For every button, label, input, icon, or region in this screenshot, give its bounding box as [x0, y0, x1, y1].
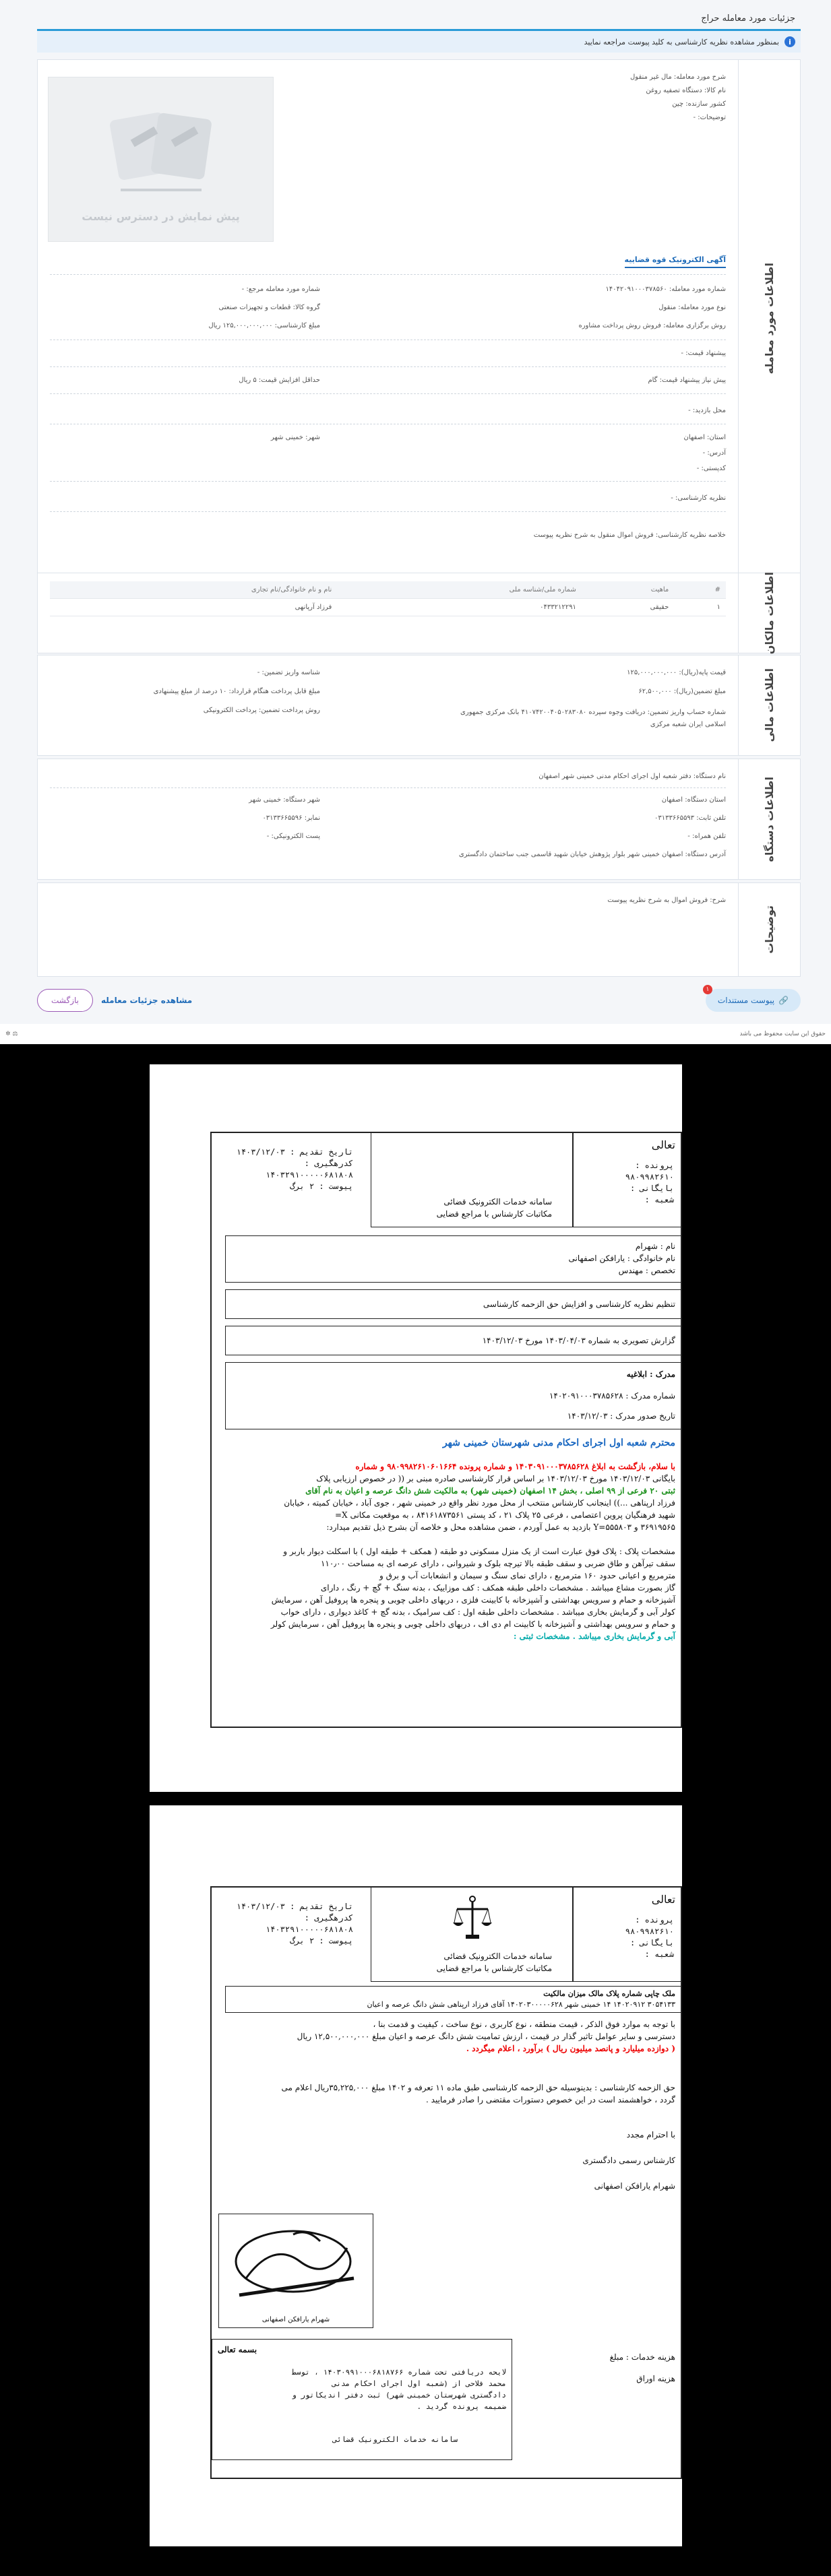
doc1-recipient: محترم شعبه اول اجرای احکام مدنی شهرستان خمینی شهر: [442, 1438, 675, 1448]
fin-guarantee-note: مبلغ قابل پرداخت هنگام قرارداد: ۱۰ درصد از مبلغ پیشنهادی: [153, 688, 320, 695]
desc-section-title: توضیحات: [738, 883, 800, 976]
office-section-title: اطلاعات دستگاه: [738, 759, 800, 879]
gavel-icon: [94, 96, 228, 203]
office-phone: تلفن ثابت: ۰۳۱۳۳۶۶۵۵۹۳: [654, 814, 726, 822]
financial-section-title: اطلاعات مالی: [738, 655, 800, 755]
fin-account: شماره حساب واریز تضمین: دریافت وجوه سپرده ۴۱۰۷۴۲۰۰۴۰۵۰۲۸۳۰۸۰ بانک مرکزی جمهوری اسلامی ایران شعبه مرکزی: [460, 709, 726, 728]
doc1-center-header: سامانه خدمات الکترونیک قضائی مکاتبات کارشناس با مراجع قضایی: [371, 1133, 573, 1227]
item-code: شماره مورد معامله: ۱۴۰۴۲۰۹۱۰۰۰۳۷۸۵۶۰: [605, 286, 726, 293]
scales-emblem-icon: [449, 1894, 496, 1941]
table-row: ۱ حقیقی ۰۴۳۳۲۱۲۲۹۱ فرزاد آرپانهی: [50, 599, 726, 616]
doc2-bottom-box: بسمه تعالی لایحه دریافتی تحت شماره ۱۴۰۳۰۹۹۱۰۰۰۶۸۱۸۷۶۶ ، توسط محمد فلاحی از (شعبه اول اجرای احکام مدنی دادگستری شهرستان خمینی شهر) ثبت دفتر اندیکاتور و ضمیمه پرونده گردید . سامانه خدمات الکترونیک قضائی: [212, 2339, 512, 2460]
doc-page-2: [150, 1805, 682, 2546]
item-offer: پیشنهاد قیمت: -: [681, 350, 726, 357]
financial-section: [37, 655, 801, 756]
item-group: گروه کالا: قطعات و تجهیزات صنعتی: [218, 304, 320, 311]
item-ref: شماره مورد معامله مرجع: -: [241, 286, 320, 293]
owners-section: [37, 573, 801, 653]
signature-box: شهرام یارافکن اصفهانی: [218, 2214, 373, 2328]
doc1-right-header: تعالی پرونده : ۹۸۰۹۹۸۲۶۱۰ بایگانی : شعبه :: [573, 1133, 681, 1227]
site-footer: [0, 1024, 831, 1044]
notice-bar: [37, 31, 801, 53]
doc-letter-2: تعالی پرونده : ۹۸۰۹۹۸۲۶۱۰ بایگانی : شعبه : سامانه خدمات الکترونیک قضائی مکاتبات کارشناس با مراجع قضایی تاریخ تقدیم : ۱۴۰۳/۱۲/۰۳ کدرهگیری : ۱۴۰۳۲۹۱۰۰۰۰۰۶۸۱۸۰۸ پیوست : ۲ برگ ملک چاپی شماره پلاک مالک میزان مالکیت ۳۰۵۴۱۳۳ ۱۴۰۲۰۹۱۲ ۱۴ خمینی شهر ۱۴۰۲۰۳۰۰۰۰۰۶۲۸ آقای فرزاد ارپناهی شش دانگ عرصه و اعیان با توجه به موارد فوق الذکر ، قیمت منطقه ، نوع کاربری ، نوع ساخت ، کیفیت و قدمت بنا ، دسترسی و سایر عوامل تاثیر گذار در قیمت ، ارزش تمامیت شش دانگ عرصه و اعیان مبلغ ۱۲,۵۰۰,۰۰۰,۰۰۰ ریال ( دوازده میلیارد و پانصد میلیون ریال ) برآورد ، اعلام میگردد . حق الزحمه کارشناسی : بدینوسیله حق الزحمه کارشناسی طبق ماده ۱۱ تعرفه و ۱۴۰۲ مبلغ ۳۵,۲۲۵,۰۰۰ریال اعلام می گردد ، خواهشمند است در این خصوص دستورات مقتضی را صادر فرمایید . با احترام مجدد کارشناس رسمی دادگستری شهرام یارافکن اصفهانی شهرام یارافکن اصفهانی بسمه تعالی لایحه دریافتی تحت شماره ۱۴۰۳۰۹۹۱۰۰۰۶۸۱۸۷۶۶ ، توسط محمد فلاحی از (شعبه اول اجرای احکام مدنی دادگستری شهرستان خمینی شهر) ثبت دفتر اندیکاتور و ضمیمه پرونده گردید . سامانه خدمات الکترونیک قضائی هزینه خدمات : مبلغ هزینه اوراق: [210, 1886, 682, 2479]
image-placeholder: [48, 77, 274, 242]
fin-guarantee: مبلغ تضمین(ریال): ۶۲,۵۰۰,۰۰۰: [638, 688, 726, 695]
ecourt-link[interactable]: آگهی الکترونیک قوه قضاییه: [625, 255, 726, 268]
office-web: تلفن همراه: -: [687, 833, 726, 840]
fin-deposit-acc: شناسه واریز تضمین: -: [257, 669, 320, 676]
back-button[interactable]: بازگشت: [37, 989, 93, 1012]
doc2-left-header: تاریخ تقدیم : ۱۴۰۳/۱۲/۰۳ کدرهگیری : ۱۴۰۳۲۹۱۰۰۰۰۰۶۸۱۸۰۸ پیوست : ۲ برگ: [236, 1902, 353, 1945]
table-header: # ماهیت شماره ملی/شناسه ملی نام و نام خانوادگی/نام تجاری: [50, 581, 726, 599]
document-viewer[interactable]: [0, 1044, 831, 2576]
office-city: شهر دستگاه: خمینی شهر: [249, 796, 320, 804]
item-section: [37, 59, 801, 578]
doc-letter-1: تعالی پرونده : ۹۸۰۹۹۸۲۶۱۰ بایگانی : شعبه : سامانه خدمات الکترونیک قضائی مکاتبات کارشناس با مراجع قضایی تاریخ تقدیم : ۱۴۰۳/۱۲/۰۳ کدرهگیری : ۱۴۰۳۲۹۱۰۰۰۰۰۶۸۱۸۰۸ پیوست : ۲ برگ نام : شهرام نام خانوادگی : یارافکن اصفهانی تخصص : مهندس تنظیم نظریه کارشناسی و افزایش حق الزحمه کارشناسی گزارش تصویری به شماره ۱۴۰۳/۰۴/۰۳ مورخ ۱۴۰۳/۱۲/۰۳ مدرک : ابلاغیه شماره مدرک : ۱۴۰۲۰۹۱۰۰۰۳۷۸۵۶۲۸ تاریخ صدور مدرک : ۱۴۰۳/۱۲/۰۳ محترم شعبه اول اجرای احکام مدنی شهرستان خمینی شهر با سلام، بازگشت به ابلاغ ۱۴۰۳۰۹۱۰۰۰۳۷۸۵۶۲۸ و شماره پرونده ۹۸۰۹۹۸۲۶۱۰۶۰۱۶۶۴ و شماره بایگانی ۱۴۰۳/۱۲/۰۳ مورخ ۱۴۰۳/۱۲/۰۳ بر اساس قرار کارشناسی صادره مبنی بر (( در خصوص ارزیابی پلاک ثبتی ۲۰ فرعی از ۹۹ اصلی ، بخش ۱۴ اصفهان (خمینی شهر) به مالکیت شش دانگ عرصه و اعیان به نام آقای فرزاد ارپناهی ...)) اینجانب کارشناس منتخب از محل مورد نظر واقع در خمینی شهر ، جوی آباد ، خیابان کمیته ، خیابان شهید فرهنگیان پروین اعتصامی ، فرعی ۲۵ پلاک ۲۱ ، کد پستی ۸۴۱۶۱۸۷۳۵۶۱ ، به موقعیت مکانی X= ۳۶۹۱۹۵۶۵ و Y=۵۵۵۸۰۳ بازدید به عمل آوردم ، ضمن مشاهده محل و خلاصه آن بشرح ذیل تقدیم میدارد: مشخصات پلاک : پلاک فوق عبارت است از یک منزل مسکونی دو طبقه ( همکف + طبقه اول ) با اسکلت دیوار باربر و سقف تیرآهن و طاق ضربی و سقف طبقه بالا تیرچه بلوک و شیروانی ، دارای عرصه ای به مساحت ۱۱۰٫۰۰ مترمربع و اعیانی حدود ۱۶۰ مترمربع ، دارای نمای سنگ و سیمان و انشعابات آب و برق و گاز بصورت مشاع میباشد . مشخصات داخلی طبقه همکف : کف موزاییک ، بدنه سنگ + گچ + رنگ ، دارای آشپزخانه و حمام و سرویس بهداشتی و آشپزخانه با کابینت فلزی ، دربهای داخلی چوبی و پنجره ها پروفیل آهن ، سرمایش کولر آبی و گرمایش بخاری میباشد . مشخصات داخلی طبقه اول : کف سرامیک ، بدنه گچ + کاغذ دیواری ، دارای خواب و حمام و سرویس بهداشتی و آشپزخانه با کابینت ام دی اف ، دربهای داخلی چوبی و پنجره ها پروفیل آهن ، سرمایش کولر آبی و گرمایش بخاری میباشد . مشخصات ثبتی :: [210, 1132, 682, 1728]
attachment-count-badge: ۱: [703, 985, 712, 994]
doc1-subject-box: تنظیم نظریه کارشناسی و افزایش حق الزحمه کارشناسی: [225, 1289, 681, 1319]
info-icon: i: [784, 36, 795, 47]
detail-panel: [0, 0, 831, 1024]
doc2-center-header: سامانه خدمات الکترونیک قضائی مکاتبات کارشناس با مراجع قضایی: [371, 1888, 573, 1982]
office-section: [37, 759, 801, 880]
office-province: استان دستگاه: اصفهان: [661, 796, 726, 804]
item-location: محل بازدید: -: [688, 407, 726, 414]
desc-text: شرح: فروش اموال به شرح نظریه پیوست: [607, 897, 726, 904]
details-link[interactable]: مشاهده جزئیات معامله: [101, 996, 193, 1005]
doc1-deliver-box: مدرک : ابلاغیه شماره مدرک : ۱۴۰۲۰۹۱۰۰۰۳۷۸۵۶۲۸ تاریخ صدور مدرک : ۱۴۰۳/۱۲/۰۳: [225, 1362, 681, 1429]
office-name: نام دستگاه: دفتر شعبه اول اجرای احکام مدنی خمینی شهر اصفهان: [538, 773, 726, 780]
owners-table: [50, 581, 726, 616]
item-country: کشور سازنده: چین: [672, 100, 726, 108]
attachment-button[interactable]: ۱ پیوست مستندات 🔗: [706, 989, 801, 1012]
item-note: خلاصه نظریه کارشناسی: فروش اموال منقول به شرح نظریه پیوست: [533, 532, 726, 539]
doc1-left-header: تاریخ تقدیم : ۱۴۰۳/۱۲/۰۳ کدرهگیری : ۱۴۰۳۲۹۱۰۰۰۰۰۶۸۱۸۰۸ پیوست : ۲ برگ: [236, 1147, 353, 1191]
item-price: مبلغ کارشناسی: ۱۲۵,۰۰۰,۰۰۰,۰۰۰ ریال: [208, 322, 320, 329]
doc1-report-box: گزارش تصویری به شماره ۱۴۰۳/۰۴/۰۳ مورخ ۱۴۰۳/۱۲/۰۳: [225, 1326, 681, 1355]
office-fax: نمابر: ۰۳۱۳۳۶۶۵۵۹۶: [262, 814, 320, 822]
doc2-right-header: تعالی پرونده : ۹۸۰۹۹۸۲۶۱۰ بایگانی : شعبه :: [573, 1888, 681, 1982]
signature-image: [219, 2214, 373, 2309]
doc2-deed-table: ملک چاپی شماره پلاک مالک میزان مالکیت ۳۰۵۴۱۳۳ ۱۴۰۲۰۹۱۲ ۱۴ خمینی شهر ۱۴۰۲۰۳۰۰۰۰۰۶۲۸ آقای فرزاد ارپناهی شش دانگ عرصه و اعیان: [225, 1986, 681, 2013]
item-min-bid: پیش نیاز پیشنهاد قیمت: گام: [648, 377, 726, 384]
item-city: شهر: خمینی شهر: [270, 434, 320, 441]
item-address: آدرس: -: [702, 449, 726, 457]
viewer-right-margin: [682, 1044, 831, 2576]
owners-section-title: اطلاعات مالکان: [738, 573, 800, 653]
footer-copyright: حقوق این سایت محفوظ می باشد: [739, 1031, 826, 1037]
item-name: نام کالا: دستگاه تصفیه روغن: [646, 87, 726, 94]
office-address: آدرس دستگاه: اصفهان خمینی شهر بلوار پژوهش خیابان شهید قاسمی جنب ساختمان دادگستری: [458, 851, 726, 858]
fin-payment: روش پرداخت تضمین: پرداخت الکترونیکی: [203, 707, 320, 714]
placeholder-text: پیش نمایش در دسترس نیست: [82, 210, 240, 223]
office-email: پست الکترونیکی: -: [266, 833, 320, 840]
item-province: استان: اصفهان: [683, 434, 726, 441]
item-section-title: اطلاعات مورد معامله: [738, 60, 800, 577]
page-title: جزئیات مورد معامله حراج: [701, 13, 795, 24]
action-bar: [37, 986, 801, 1015]
item-min-inc: حداقل افزایش قیمت: ۵ ریال: [239, 377, 320, 384]
fin-deposit: قیمت پایه(ریال): ۱۲۵,۰۰۰,۰۰۰,۰۰۰: [627, 669, 726, 676]
desc-section: [37, 882, 801, 977]
item-notes: توضیحات: -: [693, 114, 726, 121]
page-header: [37, 4, 801, 31]
item-method: روش برگزاری معامله: فروش روش پرداخت مشاوره: [578, 322, 726, 329]
item-desc: شرح مورد معامله: مال غیر منقول: [630, 73, 726, 81]
item-expert: نظریه کارشناسی: -: [671, 494, 726, 502]
item-type: نوع مورد معامله: منقول: [658, 304, 726, 311]
item-postal: کدپستی: -: [696, 465, 726, 472]
notice-text: بمنظور مشاهده نظریه کارشناسی به کلید پیوست مراجعه نمایید: [584, 37, 779, 46]
doc1-expert-box: نام : شهرام نام خانوادگی : یارافکن اصفهانی تخصص : مهندس: [225, 1235, 681, 1283]
paperclip-icon: 🔗: [778, 996, 789, 1005]
doc-page-1: [150, 1064, 682, 1792]
footer-logo: ✲ ⚖: [5, 1031, 18, 1037]
